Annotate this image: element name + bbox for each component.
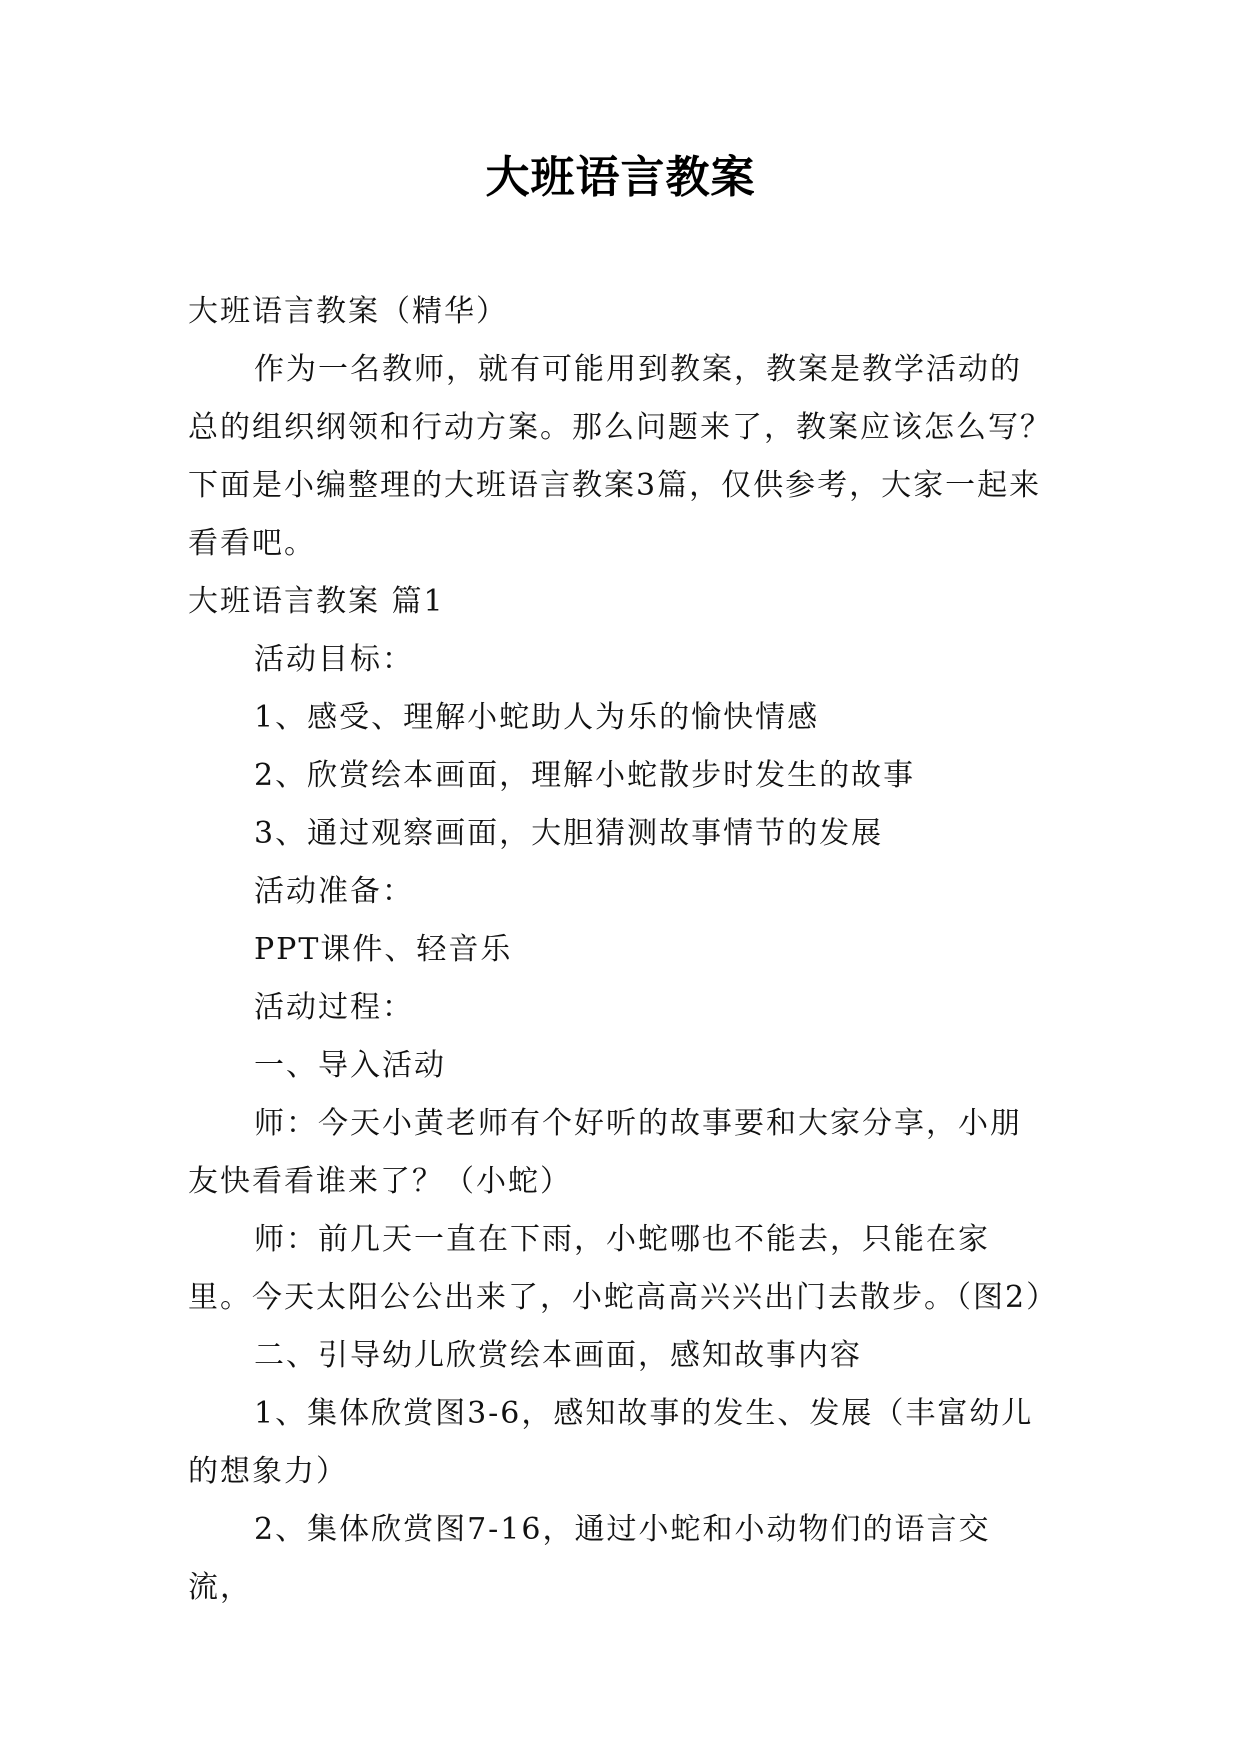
preparation-materials: PPT课件、轻音乐 (254, 932, 513, 967)
document-body (188, 283, 1059, 1617)
process-step-2-item-1: 1、集体欣赏图3-6，感知故事的发生、发展（丰富幼儿的想象力） (188, 1396, 1034, 1489)
activity-goals-heading: 活动目标： (254, 642, 414, 677)
section-heading-part-1: 大班语言教案 篇1 (188, 584, 445, 619)
teacher-line-1: 师：今天小黄老师有个好听的故事要和大家分享，小朋友快看看谁来了？（小蛇） (188, 1106, 1022, 1199)
goal-item-3: 3、通过观察画面，大胆猜测故事情节的发展 (254, 816, 884, 851)
process-step-1-heading: 一、导入活动 (254, 1048, 446, 1083)
teacher-line-2: 师：前几天一直在下雨，小蛇哪也不能去，只能在家里。今天太阳公公出来了，小蛇高高兴兴出门去散步。（图2） (188, 1222, 1059, 1315)
document-subtitle: 大班语言教案（精华） (188, 294, 508, 329)
process-step-2-item-2: 2、集体欣赏图7-16，通过小蛇和小动物们的语言交流， (188, 1512, 991, 1605)
goal-item-2: 2、欣赏绘本画面，理解小蛇散步时发生的故事 (254, 758, 916, 793)
goal-item-1: 1、感受、理解小蛇助人为乐的愉快情感 (254, 700, 820, 735)
activity-preparation-heading: 活动准备： (254, 874, 414, 909)
document-title: 大班语言教案 (485, 152, 756, 203)
intro-paragraph: 作为一名教师，就有可能用到教案，教案是教学活动的总的组织纲领和行动方案。那么问题来了，教案应该怎么写？下面是小编整理的大班语言教案3篇，仅供参考，大家一起来看看吧。 (188, 352, 1052, 561)
process-step-2-heading: 二、引导幼儿欣赏绘本画面，感知故事内容 (254, 1338, 862, 1373)
activity-process-heading: 活动过程： (254, 990, 414, 1025)
